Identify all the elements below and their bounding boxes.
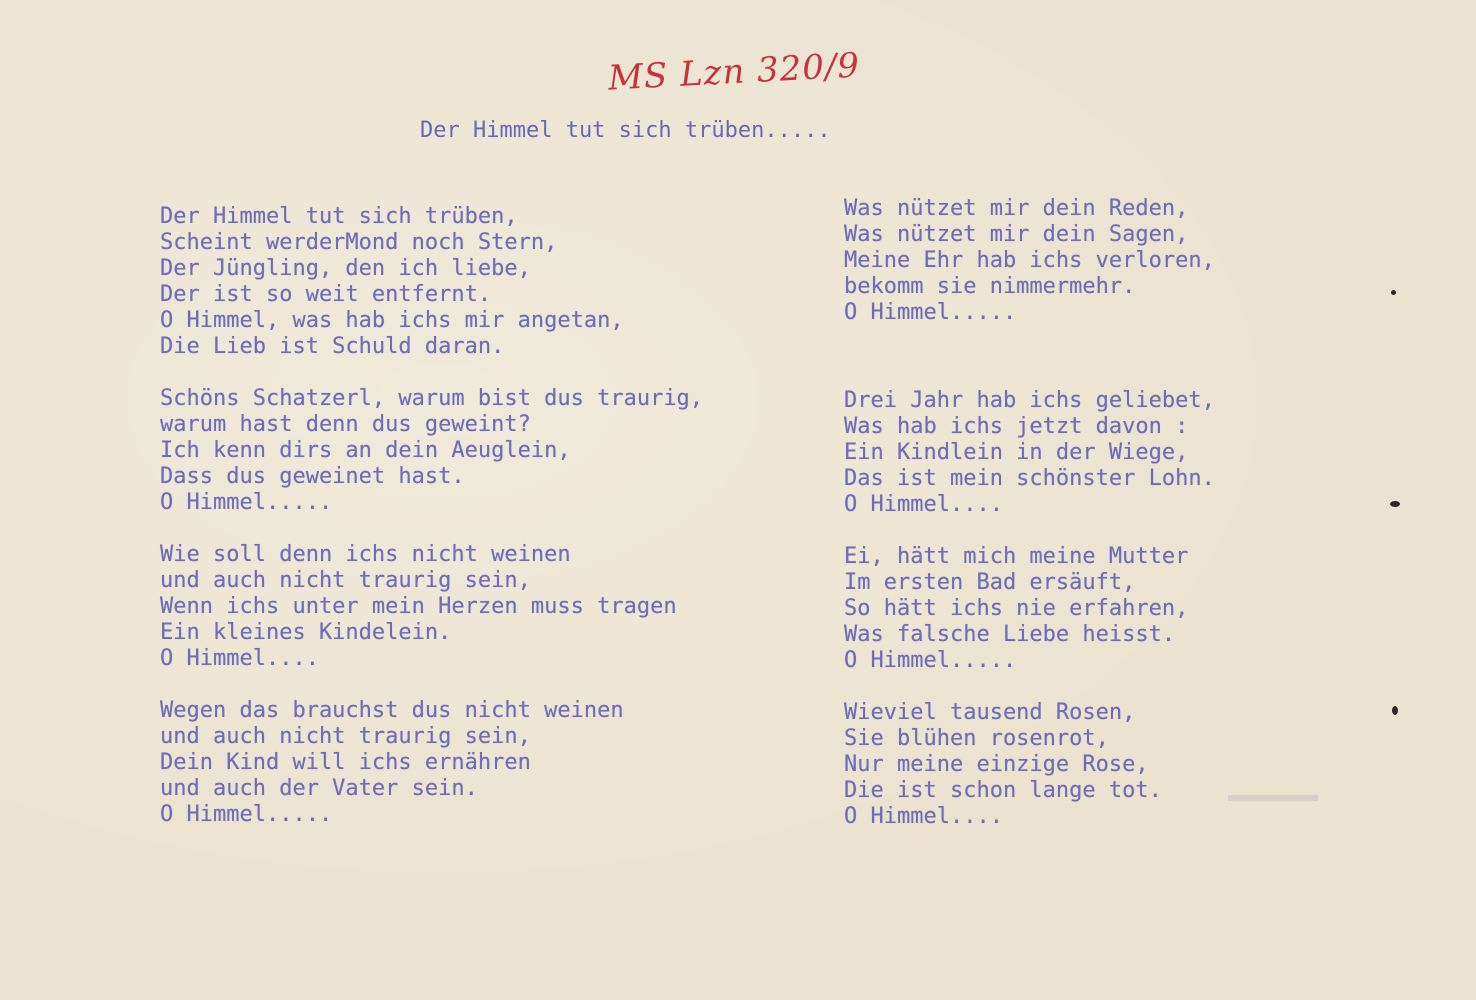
ink-spot (1390, 501, 1400, 507)
poem-line: Was hab ichs jetzt davon : (844, 414, 1189, 439)
poem-line: So hätt ichs nie erfahren, (844, 596, 1189, 621)
poem-line: O Himmel.... (844, 804, 1003, 829)
poem-line: Ein kleines Kindelein. (160, 620, 452, 645)
poem-line: Wie soll denn ichs nicht weinen (160, 542, 571, 567)
poem-line: O Himmel.... (844, 492, 1003, 517)
poem-line: und auch nicht traurig sein, (160, 724, 531, 749)
stanza (160, 698, 703, 828)
poem-line: O Himmel, was hab ichs mir angetan, (160, 308, 624, 333)
right-column (844, 196, 1215, 830)
poem-line: O Himmel..... (844, 648, 1017, 673)
stanza (844, 544, 1215, 674)
poem-line: Schöns Schatzerl, warum bist dus traurig, (160, 386, 704, 411)
stanza (160, 204, 703, 360)
poem-line: Drei Jahr hab ichs geliebet, (844, 388, 1215, 413)
stanza (844, 700, 1215, 830)
poem-line: Wieviel tausend Rosen, (844, 700, 1136, 725)
poem-line: Nur meine einzige Rose, (844, 752, 1149, 777)
ink-spot (1391, 290, 1396, 295)
poem-title: Der Himmel tut sich trüben..... (420, 118, 831, 143)
poem-line: warum hast denn dus geweint? (160, 412, 531, 437)
poem-line: Was falsche Liebe heisst. (844, 622, 1176, 647)
poem-line: O Himmel..... (160, 490, 333, 515)
poem-line: und auch der Vater sein. (160, 776, 478, 801)
poem-line: Im ersten Bad ersäuft, (844, 570, 1136, 595)
poem-line: Meine Ehr hab ichs verloren, (844, 248, 1215, 273)
poem-line: bekomm sie nimmermehr. (844, 274, 1136, 299)
poem-line: und auch nicht traurig sein, (160, 568, 531, 593)
poem-line: Dass dus geweinet hast. (160, 464, 465, 489)
poem-line: Der ist so weit entfernt. (160, 282, 492, 307)
left-column (160, 204, 703, 828)
poem-line: O Himmel.... (160, 646, 319, 671)
poem-line: Die Lieb ist Schuld daran. (160, 334, 505, 359)
poem-line: Ei, hätt mich meine Mutter (844, 544, 1189, 569)
poem-line: Was nützet mir dein Reden, (844, 196, 1189, 221)
poem-line: Der Jüngling, den ich liebe, (160, 256, 531, 281)
poem-line: Der Himmel tut sich trüben, (160, 204, 518, 229)
poem-line: O Himmel..... (160, 802, 333, 827)
poem-line: O Himmel..... (844, 300, 1017, 325)
poem-line: Ich kenn dirs an dein Aeuglein, (160, 438, 571, 463)
stanza (160, 542, 703, 672)
ink-spot (1392, 706, 1398, 715)
poem-line: Dein Kind will ichs ernähren (160, 750, 531, 775)
paper-smudge (1228, 795, 1318, 801)
poem-line: Was nützet mir dein Sagen, (844, 222, 1189, 247)
poem-line: Wegen das brauchst dus nicht weinen (160, 698, 624, 723)
stanza (160, 386, 703, 516)
stanza (844, 196, 1215, 326)
poem-line: Wenn ichs unter mein Herzen muss tragen (160, 594, 677, 619)
stanza (844, 388, 1215, 518)
poem-line: Ein Kindlein in der Wiege, (844, 440, 1189, 465)
poem-line: Scheint werderMond noch Stern, (160, 230, 558, 255)
poem-line: Sie blühen rosenrot, (844, 726, 1109, 751)
poem-line: Die ist schon lange tot. (844, 778, 1162, 803)
handwritten-shelfmark: MS Lzn 320/9 (607, 45, 861, 99)
poem-line: Das ist mein schönster Lohn. (844, 466, 1215, 491)
